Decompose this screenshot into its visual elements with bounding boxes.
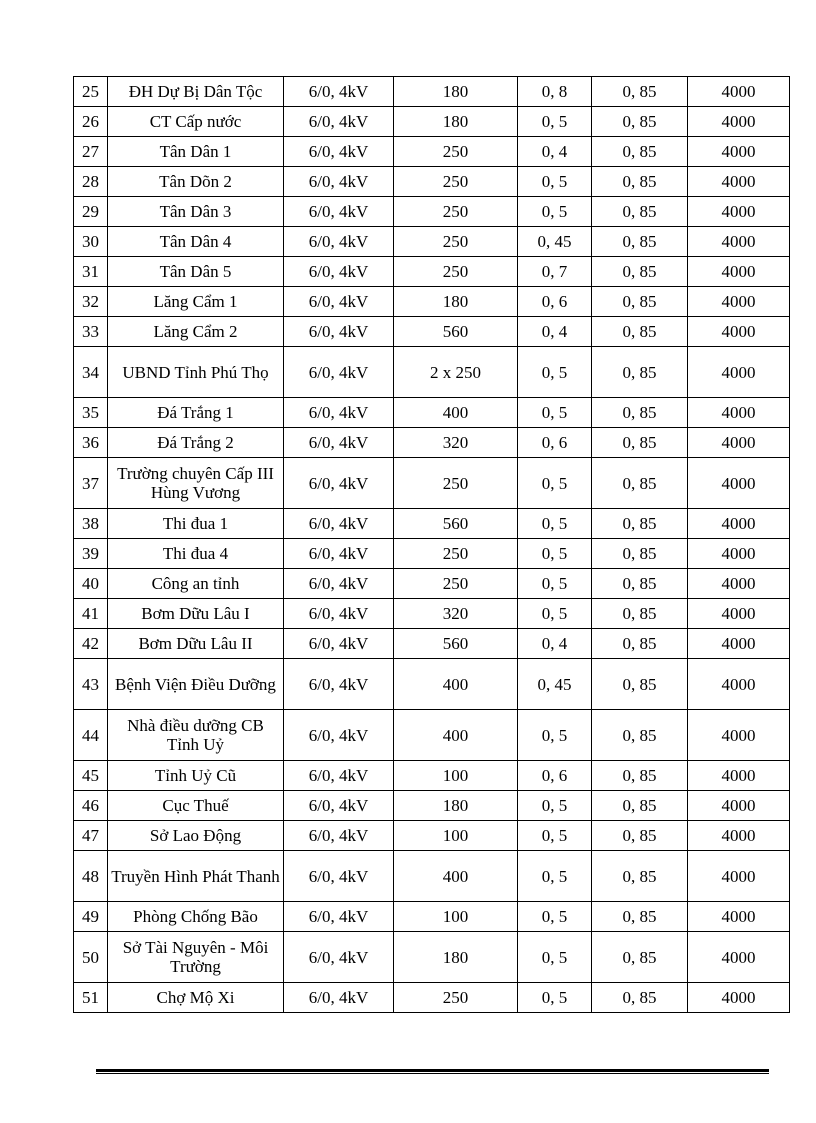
table-row xyxy=(74,983,790,1013)
power-cell: 560 xyxy=(394,509,518,539)
table-row xyxy=(74,107,790,137)
power-factor-cell: 0, 85 xyxy=(592,398,688,428)
power-cell: 320 xyxy=(394,599,518,629)
voltage-cell: 6/0, 4kV xyxy=(284,107,394,137)
table-row xyxy=(74,458,790,509)
hours-cell: 4000 xyxy=(688,821,790,851)
voltage-cell: 6/0, 4kV xyxy=(284,197,394,227)
substation-name: Bệnh Viện Điều Dưỡng xyxy=(108,659,284,710)
substation-name: Nhà điều dưỡng CB Tỉnh Uỷ xyxy=(108,710,284,761)
hours-cell: 4000 xyxy=(688,398,790,428)
substation-name: Chợ Mộ Xi xyxy=(108,983,284,1013)
load-factor-cell: 0, 5 xyxy=(518,902,592,932)
load-factor-cell: 0, 8 xyxy=(518,77,592,107)
load-factor-cell: 0, 5 xyxy=(518,197,592,227)
table-row xyxy=(74,629,790,659)
voltage-cell: 6/0, 4kV xyxy=(284,287,394,317)
voltage-cell: 6/0, 4kV xyxy=(284,137,394,167)
power-factor-cell: 0, 85 xyxy=(592,428,688,458)
hours-cell: 4000 xyxy=(688,347,790,398)
footer-rule xyxy=(96,1069,769,1074)
power-cell: 400 xyxy=(394,710,518,761)
table-body xyxy=(74,77,790,1013)
row-number: 49 xyxy=(74,902,108,932)
load-factor-cell: 0, 5 xyxy=(518,599,592,629)
row-number: 40 xyxy=(74,569,108,599)
substation-name: Thi đua 1 xyxy=(108,509,284,539)
power-factor-cell: 0, 85 xyxy=(592,932,688,983)
power-factor-cell: 0, 85 xyxy=(592,509,688,539)
hours-cell: 4000 xyxy=(688,983,790,1013)
load-factor-cell: 0, 6 xyxy=(518,761,592,791)
table-row xyxy=(74,317,790,347)
power-cell: 250 xyxy=(394,983,518,1013)
power-factor-cell: 0, 85 xyxy=(592,227,688,257)
load-factor-cell: 0, 5 xyxy=(518,509,592,539)
voltage-cell: 6/0, 4kV xyxy=(284,317,394,347)
row-number: 36 xyxy=(74,428,108,458)
substation-name: Bơm Dữu Lâu II xyxy=(108,629,284,659)
table-row xyxy=(74,398,790,428)
load-factor-cell: 0, 6 xyxy=(518,287,592,317)
substation-name: Thi đua 4 xyxy=(108,539,284,569)
power-factor-cell: 0, 85 xyxy=(592,710,688,761)
load-factor-cell: 0, 5 xyxy=(518,167,592,197)
power-factor-cell: 0, 85 xyxy=(592,317,688,347)
voltage-cell: 6/0, 4kV xyxy=(284,77,394,107)
substation-name: Tân Dân 1 xyxy=(108,137,284,167)
row-number: 42 xyxy=(74,629,108,659)
hours-cell: 4000 xyxy=(688,167,790,197)
load-factor-cell: 0, 5 xyxy=(518,569,592,599)
power-factor-cell: 0, 85 xyxy=(592,137,688,167)
power-cell: 560 xyxy=(394,317,518,347)
hours-cell: 4000 xyxy=(688,599,790,629)
table-row xyxy=(74,569,790,599)
hours-cell: 4000 xyxy=(688,710,790,761)
power-cell: 560 xyxy=(394,629,518,659)
power-cell: 250 xyxy=(394,569,518,599)
voltage-cell: 6/0, 4kV xyxy=(284,509,394,539)
voltage-cell: 6/0, 4kV xyxy=(284,398,394,428)
hours-cell: 4000 xyxy=(688,791,790,821)
power-cell: 400 xyxy=(394,659,518,710)
table-row xyxy=(74,791,790,821)
voltage-cell: 6/0, 4kV xyxy=(284,629,394,659)
substation-name: UBND Tỉnh Phú Thọ xyxy=(108,347,284,398)
power-factor-cell: 0, 85 xyxy=(592,821,688,851)
row-number: 39 xyxy=(74,539,108,569)
table-row xyxy=(74,137,790,167)
substation-name: Tân Dân 4 xyxy=(108,227,284,257)
voltage-cell: 6/0, 4kV xyxy=(284,821,394,851)
table-row xyxy=(74,509,790,539)
power-cell: 250 xyxy=(394,197,518,227)
hours-cell: 4000 xyxy=(688,137,790,167)
load-factor-cell: 0, 5 xyxy=(518,791,592,821)
hours-cell: 4000 xyxy=(688,287,790,317)
hours-cell: 4000 xyxy=(688,902,790,932)
hours-cell: 4000 xyxy=(688,317,790,347)
power-factor-cell: 0, 85 xyxy=(592,539,688,569)
voltage-cell: 6/0, 4kV xyxy=(284,710,394,761)
row-number: 43 xyxy=(74,659,108,710)
power-factor-cell: 0, 85 xyxy=(592,791,688,821)
table-row xyxy=(74,257,790,287)
load-factor-cell: 0, 5 xyxy=(518,347,592,398)
substation-name: Sở Lao Động xyxy=(108,821,284,851)
power-cell: 250 xyxy=(394,137,518,167)
load-factor-cell: 0, 5 xyxy=(518,983,592,1013)
load-factor-cell: 0, 6 xyxy=(518,428,592,458)
table-row xyxy=(74,539,790,569)
load-factor-cell: 0, 5 xyxy=(518,458,592,509)
substation-name: Trường chuyên Cấp III Hùng Vương xyxy=(108,458,284,509)
hours-cell: 4000 xyxy=(688,569,790,599)
voltage-cell: 6/0, 4kV xyxy=(284,932,394,983)
substation-name: Đá Trắng 2 xyxy=(108,428,284,458)
row-number: 45 xyxy=(74,761,108,791)
power-factor-cell: 0, 85 xyxy=(592,77,688,107)
substation-name: Phòng Chống Bão xyxy=(108,902,284,932)
load-factor-cell: 0, 5 xyxy=(518,539,592,569)
row-number: 25 xyxy=(74,77,108,107)
row-number: 31 xyxy=(74,257,108,287)
hours-cell: 4000 xyxy=(688,851,790,902)
row-number: 44 xyxy=(74,710,108,761)
hours-cell: 4000 xyxy=(688,659,790,710)
load-factor-cell: 0, 4 xyxy=(518,317,592,347)
load-factor-cell: 0, 4 xyxy=(518,629,592,659)
row-number: 28 xyxy=(74,167,108,197)
table-row xyxy=(74,227,790,257)
table-row xyxy=(74,821,790,851)
row-number: 32 xyxy=(74,287,108,317)
load-factor-cell: 0, 5 xyxy=(518,932,592,983)
table-row xyxy=(74,902,790,932)
table-row xyxy=(74,197,790,227)
power-cell: 2 x 250 xyxy=(394,347,518,398)
row-number: 29 xyxy=(74,197,108,227)
table-row xyxy=(74,851,790,902)
load-factor-cell: 0, 5 xyxy=(518,821,592,851)
power-factor-cell: 0, 85 xyxy=(592,107,688,137)
power-cell: 100 xyxy=(394,902,518,932)
power-cell: 180 xyxy=(394,287,518,317)
hours-cell: 4000 xyxy=(688,629,790,659)
power-cell: 100 xyxy=(394,821,518,851)
substation-name: Lăng Cẩm 2 xyxy=(108,317,284,347)
load-factor-cell: 0, 5 xyxy=(518,398,592,428)
row-number: 26 xyxy=(74,107,108,137)
table-row xyxy=(74,428,790,458)
power-factor-cell: 0, 85 xyxy=(592,851,688,902)
power-factor-cell: 0, 85 xyxy=(592,347,688,398)
power-cell: 250 xyxy=(394,227,518,257)
power-factor-cell: 0, 85 xyxy=(592,287,688,317)
voltage-cell: 6/0, 4kV xyxy=(284,851,394,902)
power-cell: 400 xyxy=(394,851,518,902)
hours-cell: 4000 xyxy=(688,932,790,983)
load-table xyxy=(73,76,790,1013)
voltage-cell: 6/0, 4kV xyxy=(284,902,394,932)
voltage-cell: 6/0, 4kV xyxy=(284,599,394,629)
voltage-cell: 6/0, 4kV xyxy=(284,257,394,287)
hours-cell: 4000 xyxy=(688,539,790,569)
load-factor-cell: 0, 4 xyxy=(518,137,592,167)
substation-name: Tân Dõn 2 xyxy=(108,167,284,197)
voltage-cell: 6/0, 4kV xyxy=(284,539,394,569)
power-cell: 180 xyxy=(394,107,518,137)
power-factor-cell: 0, 85 xyxy=(592,257,688,287)
hours-cell: 4000 xyxy=(688,509,790,539)
hours-cell: 4000 xyxy=(688,458,790,509)
row-number: 27 xyxy=(74,137,108,167)
table-row xyxy=(74,761,790,791)
table-row xyxy=(74,710,790,761)
voltage-cell: 6/0, 4kV xyxy=(284,659,394,710)
voltage-cell: 6/0, 4kV xyxy=(284,167,394,197)
row-number: 38 xyxy=(74,509,108,539)
power-factor-cell: 0, 85 xyxy=(592,902,688,932)
voltage-cell: 6/0, 4kV xyxy=(284,983,394,1013)
power-factor-cell: 0, 85 xyxy=(592,659,688,710)
power-cell: 250 xyxy=(394,458,518,509)
voltage-cell: 6/0, 4kV xyxy=(284,458,394,509)
hours-cell: 4000 xyxy=(688,197,790,227)
load-factor-cell: 0, 5 xyxy=(518,710,592,761)
power-cell: 250 xyxy=(394,257,518,287)
power-cell: 250 xyxy=(394,539,518,569)
power-factor-cell: 0, 85 xyxy=(592,629,688,659)
substation-name: Tân Dân 3 xyxy=(108,197,284,227)
power-cell: 400 xyxy=(394,398,518,428)
voltage-cell: 6/0, 4kV xyxy=(284,569,394,599)
substation-name: Bơm Dữu Lâu I xyxy=(108,599,284,629)
hours-cell: 4000 xyxy=(688,257,790,287)
power-factor-cell: 0, 85 xyxy=(592,761,688,791)
row-number: 33 xyxy=(74,317,108,347)
row-number: 35 xyxy=(74,398,108,428)
voltage-cell: 6/0, 4kV xyxy=(284,791,394,821)
row-number: 47 xyxy=(74,821,108,851)
load-factor-cell: 0, 45 xyxy=(518,227,592,257)
substation-name: CT Cấp nước xyxy=(108,107,284,137)
substation-name: Cục Thuế xyxy=(108,791,284,821)
power-cell: 180 xyxy=(394,77,518,107)
power-factor-cell: 0, 85 xyxy=(592,599,688,629)
voltage-cell: 6/0, 4kV xyxy=(284,347,394,398)
table-row xyxy=(74,287,790,317)
table-row xyxy=(74,347,790,398)
power-factor-cell: 0, 85 xyxy=(592,569,688,599)
substation-name: Tân Dân 5 xyxy=(108,257,284,287)
row-number: 51 xyxy=(74,983,108,1013)
substation-name: Tỉnh Uỷ Cũ xyxy=(108,761,284,791)
row-number: 34 xyxy=(74,347,108,398)
load-factor-cell: 0, 7 xyxy=(518,257,592,287)
power-factor-cell: 0, 85 xyxy=(592,197,688,227)
row-number: 48 xyxy=(74,851,108,902)
hours-cell: 4000 xyxy=(688,107,790,137)
substation-name: Truyền Hình Phát Thanh xyxy=(108,851,284,902)
power-cell: 180 xyxy=(394,932,518,983)
power-factor-cell: 0, 85 xyxy=(592,458,688,509)
load-factor-cell: 0, 45 xyxy=(518,659,592,710)
substation-name: Công an tỉnh xyxy=(108,569,284,599)
table-row xyxy=(74,167,790,197)
voltage-cell: 6/0, 4kV xyxy=(284,428,394,458)
power-cell: 320 xyxy=(394,428,518,458)
load-factor-cell: 0, 5 xyxy=(518,851,592,902)
row-number: 50 xyxy=(74,932,108,983)
row-number: 30 xyxy=(74,227,108,257)
table-row xyxy=(74,77,790,107)
power-factor-cell: 0, 85 xyxy=(592,167,688,197)
table-row xyxy=(74,932,790,983)
power-cell: 100 xyxy=(394,761,518,791)
power-factor-cell: 0, 85 xyxy=(592,983,688,1013)
substation-name: Sở Tài Nguyên - Môi Trường xyxy=(108,932,284,983)
hours-cell: 4000 xyxy=(688,77,790,107)
load-factor-cell: 0, 5 xyxy=(518,107,592,137)
hours-cell: 4000 xyxy=(688,227,790,257)
voltage-cell: 6/0, 4kV xyxy=(284,227,394,257)
substation-name: ĐH Dự Bị Dân Tộc xyxy=(108,77,284,107)
row-number: 37 xyxy=(74,458,108,509)
table-row xyxy=(74,599,790,629)
power-cell: 250 xyxy=(394,167,518,197)
hours-cell: 4000 xyxy=(688,761,790,791)
substation-name: Đá Trắng 1 xyxy=(108,398,284,428)
row-number: 46 xyxy=(74,791,108,821)
row-number: 41 xyxy=(74,599,108,629)
table-row xyxy=(74,659,790,710)
voltage-cell: 6/0, 4kV xyxy=(284,761,394,791)
substation-name: Lăng Cẩm 1 xyxy=(108,287,284,317)
hours-cell: 4000 xyxy=(688,428,790,458)
power-cell: 180 xyxy=(394,791,518,821)
